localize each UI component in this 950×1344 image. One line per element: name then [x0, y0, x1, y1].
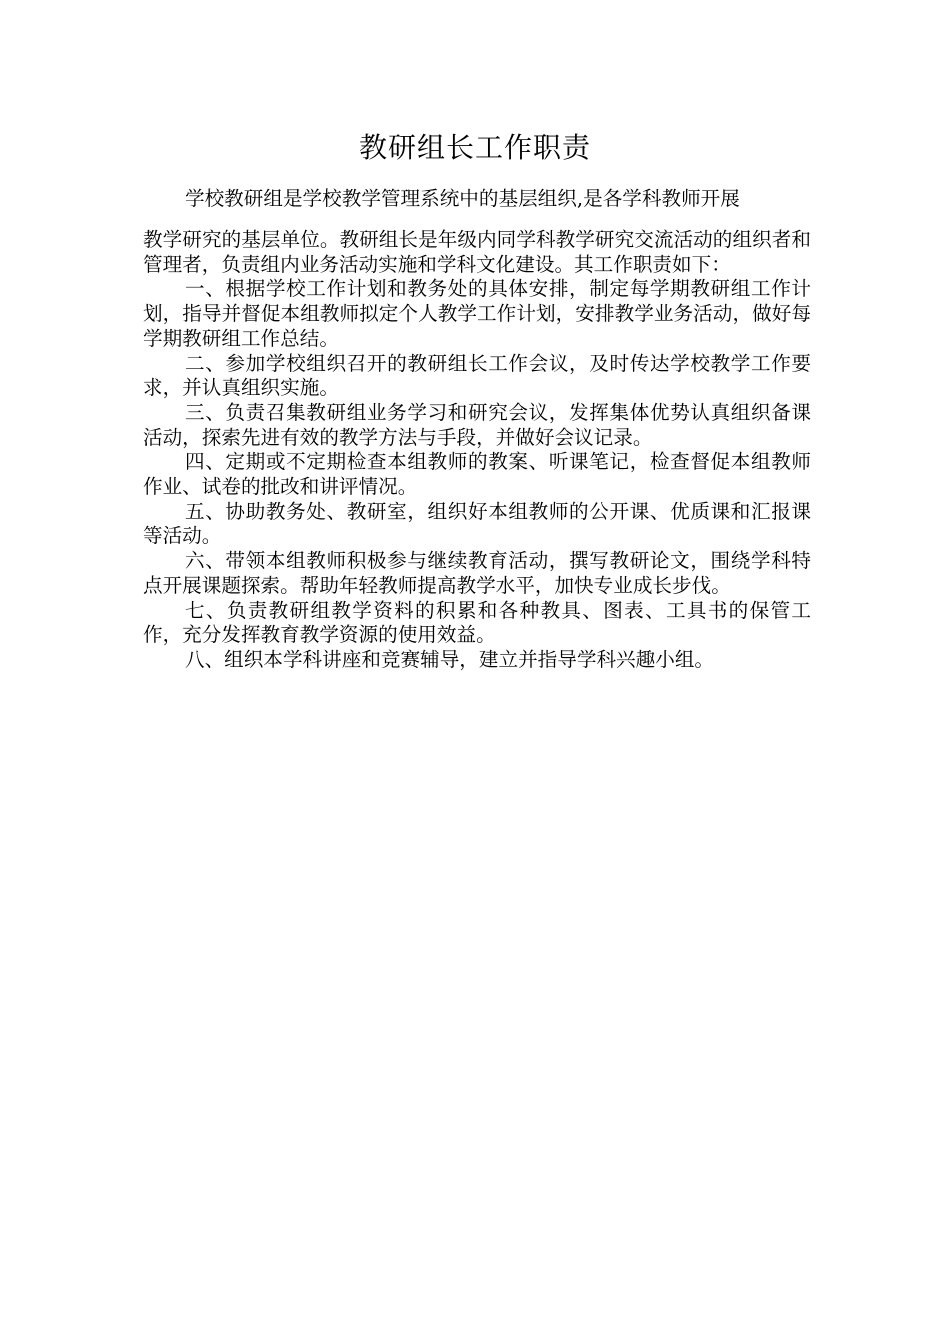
document-body	[143, 228, 811, 673]
duty-item-1: 一、根据学校工作计划和教务处的具体安排，制定每学期教研组工作计划，指导并督促本组教师拟定个人教学工作计划，安排教学业务活动，做好每学期教研组工作总结。	[143, 277, 811, 350]
duty-item-2: 二、参加学校组织召开的教研组长工作会议，及时传达学校教学工作要求，并认真组织实施。	[143, 351, 811, 400]
intro-paragraph: 教学研究的基层单位。教研组长是年级内同学科教学研究交流活动的组织者和管理者，负责组内业务活动实施和学科文化建设。其工作职责如下：	[143, 228, 811, 276]
duty-item-3: 三、负责召集教研组业务学习和研究会议，发挥集体优势认真组织备课活动，探索先进有效的教学方法与手段，并做好会议记录。	[143, 400, 811, 449]
duty-item-6: 六、带领本组教师积极参与继续教育活动，撰写教研论文，围绕学科特点开展课题探索。帮助年轻教师提高教学水平，加快专业成长步伐。	[143, 549, 811, 597]
intro-first-line: 学校教研组是学校教学管理系统中的基层组织,是各学科教师开展	[185, 187, 740, 210]
duty-item-8: 八、组织本学科讲座和竞赛辅导，建立并指导学科兴趣小组。	[185, 647, 715, 671]
document-title: 教研组长工作职责	[358, 131, 591, 164]
duty-item-5: 五、协助教务处、教研室，组织好本组教师的公开课、优质课和汇报课等活动。	[143, 499, 811, 548]
duty-item-7: 七、负责教研组教学资料的积累和各种教具、图表、工具书的保管工作，充分发挥教育教学资源的使用效益。	[143, 598, 811, 647]
duty-item-4: 四、定期或不定期检查本组教师的教案、听课笔记，检查督促本组教师作业、试卷的批改和讲评情况。	[143, 450, 811, 499]
